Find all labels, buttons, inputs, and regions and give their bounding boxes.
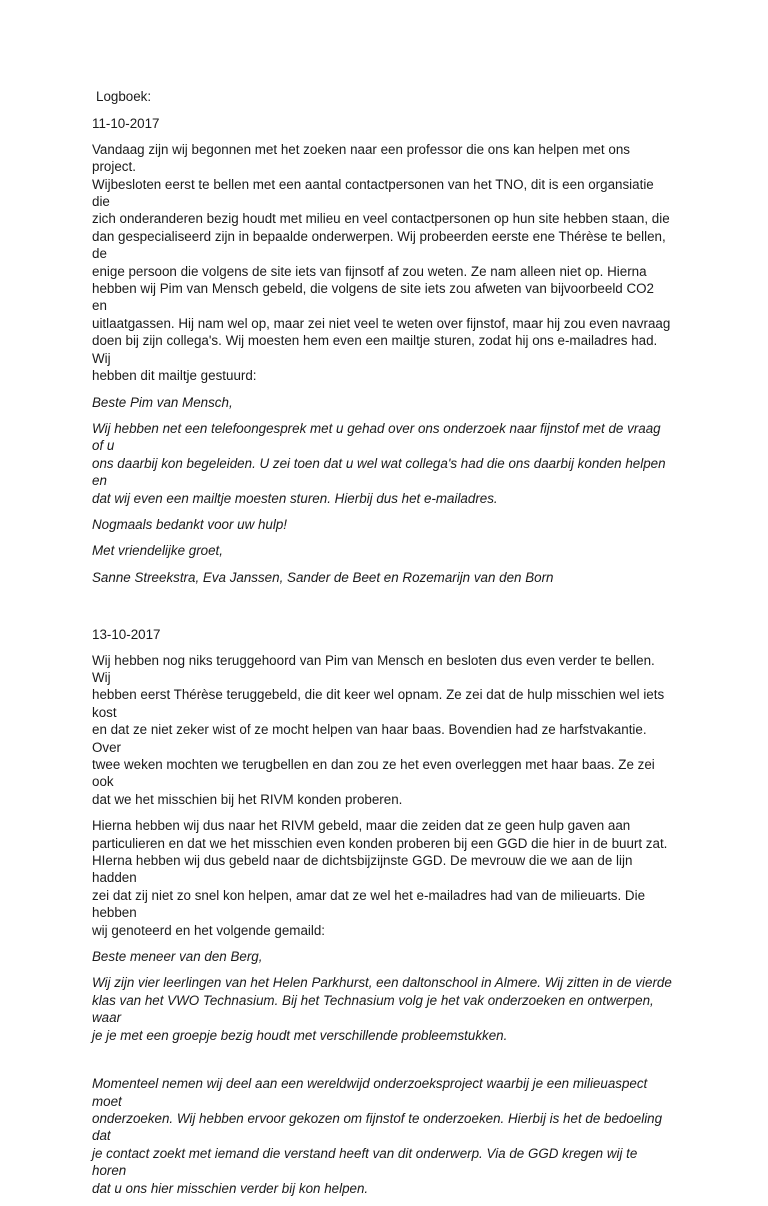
letter-body: Wij hebben net een telefoongesprek met u gehad over ons onderzoek naar fijnstof met de vraag of u ons daarbij kon begeleiden. U zei toen dat u wel wat collega's had die ons daarbij konden helpen en dat wij even een mailtje moesten sturen. Hierbij dus het e-mailadres. <box>92 420 666 506</box>
letter-salutation: Beste Pim van Mensch, <box>92 394 233 410</box>
entry-paragraph: Wij hebben nog niks teruggehoord van Pim van Mensch en besloten dus even verder te bellen. Wij hebben eerst Thérèse teruggebeld, die dit keer wel opnam. Ze zei dat de hulp misschien wel iets kost en dat ze niet zeker wist of ze mocht helpen van haar baas. Bovendien had ze harfstvakantie. Over twee weken mochten we terugbellen en dan zou ze het even overleggen met haar baas. Ze zei ook dat we het misschien bij het RIVM konden proberen. <box>92 652 665 807</box>
letter-body: Wij zijn vier leerlingen van het Helen Parkhurst, een daltonschool in Almere. Wij zitten in de vierde klas van het VWO Technasium. Bij het Technasium volg je het vak onderzoeken en ontwerpen, waar je je met een groepje bezig houdt met verschillende probleemstukken. <box>92 975 672 1043</box>
entry-date: 13-10-2017 <box>92 627 161 643</box>
letter-signature: Sanne Streekstra, Eva Janssen, Sander de Beet en Rozemarijn van den Born <box>92 569 554 585</box>
letter-thanks: Nogmaals bedankt voor uw hulp! <box>92 516 288 532</box>
document-title: Logboek: <box>96 89 152 104</box>
spacer <box>92 1053 672 1075</box>
document-page <box>92 88 672 1206</box>
letter-closing: Met vriendelijke groet, <box>92 543 223 559</box>
entry-paragraph: Vandaag zijn wij begonnen met het zoeken naar een professor die ons kan helpen met ons project. Wijbesloten eerst te bellen met een aantal contactpersonen van het TNO, dit is een organsiatie die zich onderanderen bezig houdt met milieu en veel contactpersonen op hun site hebben staan, die dan gespecialiseerd zijn in bepaalde onderwerpen. Wij probeerden eerste ene Thérèse te bellen, de enige persoon die volgens de site iets van fijnsotf af zou weten. Ze nam alleen niet op. Hierna hebben wij Pim van Mensch gebeld, die volgens de site iets zou afweten van bijvoorbeeld CO2 en uitlaatgassen. Hij nam wel op, maar zei niet veel te weten over fijnstof, maar hij zou even navraag doen bij zijn collega's. Wij moesten hem even een mailtje sturen, zodat hij ons e-mailadres had. Wij hebben dit mailtje gestuurd: <box>92 141 671 384</box>
entry-date: 11-10-2017 <box>92 116 160 132</box>
letter-salutation: Beste meneer van den Berg, <box>92 949 263 965</box>
log-entry <box>92 626 672 1197</box>
letter-body: Momenteel nemen wij deel aan een wereldwijd onderzoeksproject waarbij je een milieuaspect moet onderzoeken. Wij hebben ervoor gekozen om fijnstof te onderzoeken. Hierbij is het de bedoeling dat je contact zoekt met iemand die verstand heeft van dit onderwerp. Via de GGD kregen wij te horen dat u ons hier misschien verder bij kon helpen. <box>92 1076 663 1196</box>
log-entry <box>92 115 672 586</box>
spacer <box>92 595 672 626</box>
entry-paragraph: Hierna hebben wij dus naar het RIVM gebeld, maar die zeiden dat ze geen hulp gaven aan particulieren en dat we het misschien even konden proberen bij een GGD die hier in de buurt zat. HIerna hebben wij dus gebeld naar de dichtsbijzijnste GGD. De mevrouw die we aan de lijn hadden zei dat zij niet zo snel kon helpen, amar dat ze wel het e-mailadres had van de milieuarts. Die hebben wij genoteerd en het volgende gemaild: <box>92 818 668 938</box>
